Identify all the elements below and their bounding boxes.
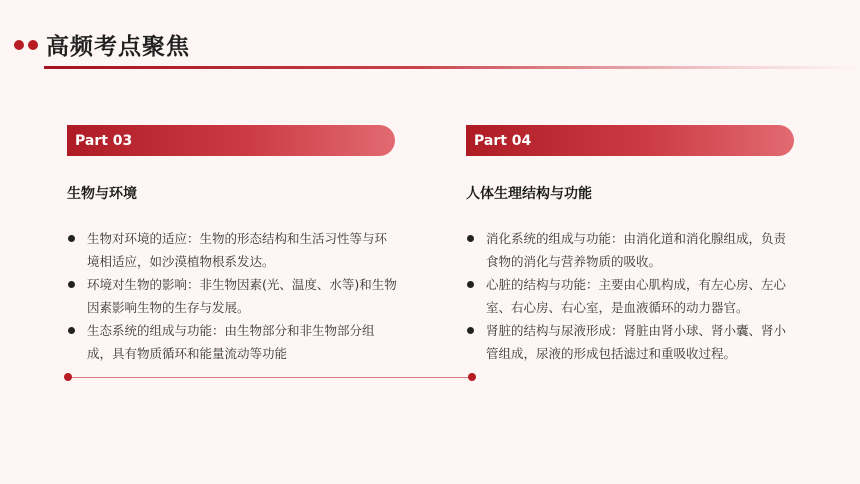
list-item	[67, 273, 397, 319]
part-label: Part 04	[474, 132, 532, 149]
page-title: 高频考点聚焦	[46, 34, 190, 60]
list-item	[67, 227, 397, 273]
bullet-dot	[467, 327, 474, 334]
bullet-dot	[68, 327, 75, 334]
bullet-text: 消化系统的组成与功能：由消化道和消化腺组成，负责食物的消化与营养物质的吸收。	[486, 231, 787, 269]
part-label: Part 03	[75, 132, 133, 149]
section-title: 生物与环境	[67, 186, 137, 202]
section-part-04	[466, 125, 796, 365]
list-item	[466, 227, 796, 273]
list-item	[466, 319, 796, 365]
bullet-text: 肾脏的结构与尿液形成：肾脏由肾小球、肾小囊、肾小管组成，尿液的形成包括滤过和重吸收过程。	[486, 323, 787, 361]
bullet-list	[466, 227, 796, 365]
divider-dot-right	[468, 373, 476, 381]
divider-dot-left	[64, 373, 72, 381]
header-underline	[44, 66, 860, 69]
divider-line	[68, 377, 472, 378]
bullet-dot	[467, 281, 474, 288]
bullet-dot	[68, 235, 75, 242]
list-item	[67, 319, 397, 365]
header-dot-1	[14, 40, 24, 50]
section-title: 人体生理结构与功能	[466, 186, 592, 202]
part-label-bar	[466, 125, 794, 156]
header-dot-2	[28, 40, 38, 50]
bullet-text: 生物对环境的适应：生物的形态结构和生活习性等与环境相适应，如沙漠植物根系发达。	[87, 231, 388, 269]
bullet-list	[67, 227, 397, 365]
section-part-03	[67, 125, 397, 365]
bullet-dot	[68, 281, 75, 288]
bullet-text: 心脏的结构与功能：主要由心肌构成，有左心房、左心室、右心房、右心室，是血液循环的动力器官。	[486, 277, 787, 315]
list-item	[466, 273, 796, 319]
bullet-text: 生态系统的组成与功能：由生物部分和非生物部分组成，具有物质循环和能量流动等功能	[87, 323, 375, 361]
part-label-bar	[67, 125, 395, 156]
bullet-dot	[467, 235, 474, 242]
bullet-text: 环境对生物的影响：非生物因素(光、温度、水等)和生物因素影响生物的生存与发展。	[87, 277, 397, 315]
header-dots	[14, 40, 38, 50]
